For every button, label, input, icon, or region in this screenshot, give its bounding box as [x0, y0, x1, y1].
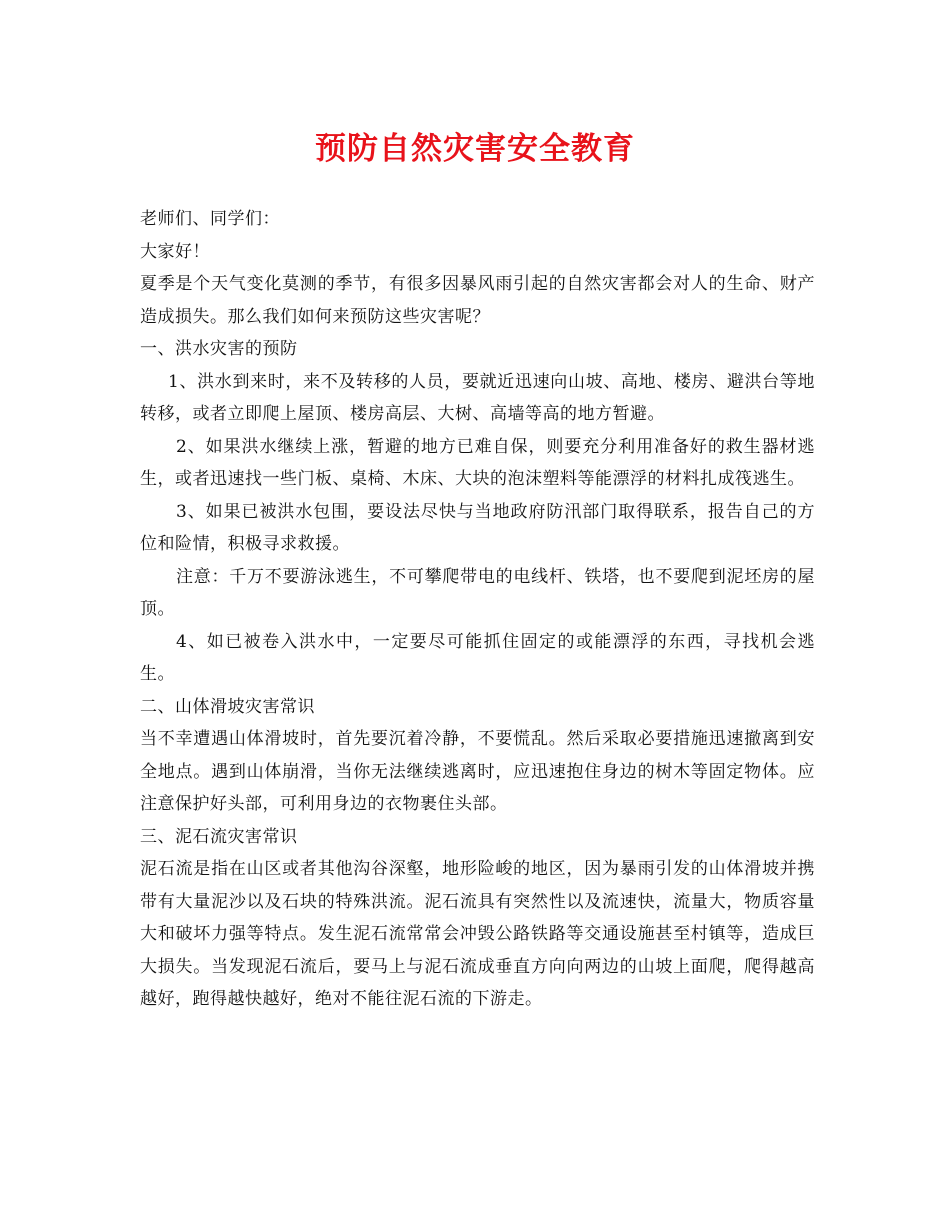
- flood-note: 注意：千万不要游泳逃生，不可攀爬带电的电线杆、铁塔，也不要爬到泥坯房的屋顶。: [140, 566, 815, 619]
- flood-item-4: 4、如已被卷入洪水中，一定要尽可能抓住固定的或能漂浮的东西，寻找机会逃生。: [140, 631, 815, 684]
- landslide-paragraph: 当不幸遭遇山体滑坡时，首先要沉着冷静，不要慌乱。然后采取必要措施迅速撤离到安全地点。遇到山体崩滑，当你无法继续逃离时，应迅速抱住身边的树木等固定物体。应注意保护好头部，可利用身边的衣物裹住头部。: [140, 729, 815, 814]
- debris-flow-paragraph: 泥石流是指在山区或者其他沟谷深壑，地形险峻的地区，因为暴雨引发的山体滑坡并携带有大量泥沙以及石块的特殊洪流。泥石流具有突然性以及流速快，流量大，物质容量大和破坏力强等特点。发生泥石流常常会冲毁公路铁路等交通设施甚至村镇等，造成巨大损失。当发现泥石流后，要马上与泥石流成垂直方向向两边的山坡上面爬，爬得越高越好，跑得越快越好，绝对不能往泥石流的下游走。: [140, 859, 815, 1009]
- salutation-paragraph: 大家好！: [140, 241, 210, 262]
- section-heading-landslide: 二、山体滑坡灾害常识: [140, 696, 315, 717]
- flood-item-1: 1、洪水到来时，来不及转移的人员，要就近迅速向山坡、高地、楼房、避洪台等地转移，或者立即爬上屋顶、楼房高层、大树、高墙等高的地方暂避。: [140, 371, 815, 424]
- flood-item-3: 3、如果已被洪水包围，要设法尽快与当地政府防汛部门取得联系，报告自己的方位和险情，积极寻求救援。: [140, 501, 815, 554]
- intro-paragraph: 夏季是个天气变化莫测的季节，有很多因暴风雨引起的自然灾害都会对人的生命、财产造成损失。那么我们如何来预防这些灾害呢？: [140, 274, 815, 327]
- section-heading-debris-flow: 三、泥石流灾害常识: [140, 826, 298, 847]
- greeting-paragraph: 老师们、同学们：: [140, 209, 280, 229]
- section-heading-flood: 一、洪水灾害的预防: [140, 339, 298, 359]
- flood-item-2: 2、如果洪水继续上涨，暂避的地方已难自保，则要充分利用准备好的救生器材逃生，或者迅速找一些门板、桌椅、木床、大块的泡沫塑料等能漂浮的材料扎成筏逃生。: [140, 436, 815, 489]
- document-body: [140, 203, 815, 1016]
- document-title: 预防自然灾害安全教育: [315, 131, 635, 167]
